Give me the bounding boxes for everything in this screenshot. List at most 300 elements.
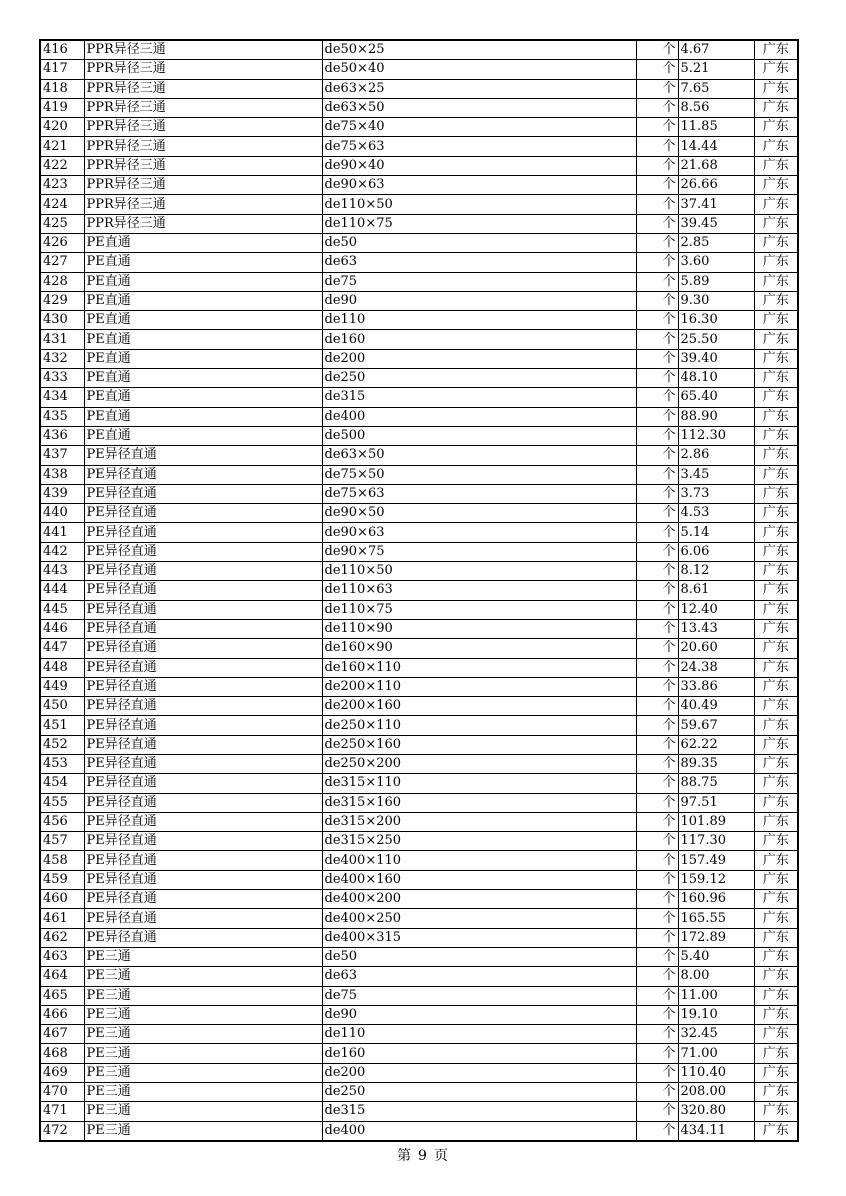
cell-index: 426 <box>40 233 84 252</box>
cell-spec: de75 <box>322 272 636 291</box>
cell-index: 436 <box>40 426 84 445</box>
cell-name: PE异径直通 <box>84 832 322 851</box>
cell-region: 广东 <box>754 967 798 986</box>
cell-price: 97.51 <box>678 793 754 812</box>
cell-unit: 个 <box>636 195 678 214</box>
cell-spec: de500 <box>322 426 636 445</box>
cell-spec: de315×160 <box>322 793 636 812</box>
cell-price: 3.45 <box>678 465 754 484</box>
cell-price: 21.68 <box>678 156 754 175</box>
cell-index: 449 <box>40 677 84 696</box>
cell-spec: de50×40 <box>322 60 636 79</box>
cell-region: 广东 <box>754 542 798 561</box>
cell-unit: 个 <box>636 330 678 349</box>
cell-name: PE异径直通 <box>84 542 322 561</box>
cell-spec: de110×75 <box>322 600 636 619</box>
cell-region: 广东 <box>754 793 798 812</box>
table-row <box>40 291 798 310</box>
page-prefix: 第 <box>397 1148 413 1164</box>
cell-index: 448 <box>40 658 84 677</box>
cell-spec: de160 <box>322 330 636 349</box>
cell-index: 463 <box>40 947 84 966</box>
cell-name: PE三通 <box>84 1005 322 1024</box>
cell-region: 广东 <box>754 369 798 388</box>
cell-index: 429 <box>40 291 84 310</box>
table-row <box>40 118 798 137</box>
cell-spec: de160×90 <box>322 639 636 658</box>
cell-price: 3.60 <box>678 253 754 272</box>
cell-unit: 个 <box>636 465 678 484</box>
cell-price: 11.00 <box>678 986 754 1005</box>
cell-price: 157.49 <box>678 851 754 870</box>
cell-region: 广东 <box>754 523 798 542</box>
cell-price: 12.40 <box>678 600 754 619</box>
cell-region: 广东 <box>754 137 798 156</box>
cell-price: 117.30 <box>678 832 754 851</box>
cell-unit: 个 <box>636 1063 678 1082</box>
cell-name: PE异径直通 <box>84 619 322 638</box>
cell-price: 9.30 <box>678 291 754 310</box>
cell-price: 11.85 <box>678 118 754 137</box>
cell-index: 435 <box>40 407 84 426</box>
cell-spec: de75×40 <box>322 118 636 137</box>
cell-name: PE异径直通 <box>84 504 322 523</box>
cell-unit: 个 <box>636 253 678 272</box>
cell-unit: 个 <box>636 98 678 117</box>
cell-name: PE异径直通 <box>84 716 322 735</box>
cell-region: 广东 <box>754 98 798 117</box>
cell-name: PPR异径三通 <box>84 176 322 195</box>
cell-spec: de315 <box>322 388 636 407</box>
cell-spec: de200 <box>322 349 636 368</box>
table-row <box>40 504 798 523</box>
cell-name: PPR异径三通 <box>84 98 322 117</box>
cell-name: PE三通 <box>84 1102 322 1121</box>
cell-region: 广东 <box>754 79 798 98</box>
cell-spec: de250 <box>322 369 636 388</box>
cell-price: 101.89 <box>678 812 754 831</box>
cell-spec: de200×110 <box>322 677 636 696</box>
cell-spec: de75×50 <box>322 465 636 484</box>
cell-index: 465 <box>40 986 84 1005</box>
cell-spec: de400 <box>322 407 636 426</box>
cell-spec: de315×250 <box>322 832 636 851</box>
cell-index: 467 <box>40 1025 84 1044</box>
table-row <box>40 349 798 368</box>
cell-price: 88.75 <box>678 774 754 793</box>
cell-spec: de400×200 <box>322 890 636 909</box>
cell-name: PE异径直通 <box>84 658 322 677</box>
table-row <box>40 581 798 600</box>
cell-index: 470 <box>40 1083 84 1102</box>
table-row <box>40 832 798 851</box>
cell-price: 5.40 <box>678 947 754 966</box>
table-body <box>40 40 798 1141</box>
cell-unit: 个 <box>636 639 678 658</box>
cell-unit: 个 <box>636 79 678 98</box>
table-row <box>40 98 798 117</box>
cell-index: 471 <box>40 1102 84 1121</box>
cell-spec: de63 <box>322 253 636 272</box>
cell-name: PE直通 <box>84 233 322 252</box>
cell-index: 450 <box>40 697 84 716</box>
cell-unit: 个 <box>636 812 678 831</box>
table-row <box>40 619 798 638</box>
table-row <box>40 870 798 889</box>
cell-region: 广东 <box>754 272 798 291</box>
table-row <box>40 658 798 677</box>
cell-price: 19.10 <box>678 1005 754 1024</box>
cell-spec: de250×110 <box>322 716 636 735</box>
cell-region: 广东 <box>754 1121 798 1141</box>
cell-price: 2.85 <box>678 233 754 252</box>
table-row <box>40 40 798 60</box>
cell-spec: de110 <box>322 311 636 330</box>
cell-unit: 个 <box>636 233 678 252</box>
cell-region: 广东 <box>754 851 798 870</box>
cell-spec: de63×50 <box>322 446 636 465</box>
cell-price: 39.45 <box>678 214 754 233</box>
cell-region: 广东 <box>754 1102 798 1121</box>
cell-spec: de200×160 <box>322 697 636 716</box>
price-table <box>39 39 799 1142</box>
cell-name: PE异径直通 <box>84 677 322 696</box>
cell-price: 39.40 <box>678 349 754 368</box>
cell-spec: de110×90 <box>322 619 636 638</box>
cell-price: 33.86 <box>678 677 754 696</box>
cell-index: 424 <box>40 195 84 214</box>
cell-region: 广东 <box>754 388 798 407</box>
page-suffix: 页 <box>433 1148 449 1164</box>
cell-price: 40.49 <box>678 697 754 716</box>
cell-name: PE直通 <box>84 426 322 445</box>
cell-unit: 个 <box>636 176 678 195</box>
table-row <box>40 1005 798 1024</box>
cell-index: 423 <box>40 176 84 195</box>
cell-index: 455 <box>40 793 84 812</box>
table-row <box>40 793 798 812</box>
cell-price: 7.65 <box>678 79 754 98</box>
cell-unit: 个 <box>636 1102 678 1121</box>
cell-region: 广东 <box>754 639 798 658</box>
cell-index: 469 <box>40 1063 84 1082</box>
cell-price: 8.56 <box>678 98 754 117</box>
cell-name: PE直通 <box>84 330 322 349</box>
cell-price: 4.53 <box>678 504 754 523</box>
page-number: 9 <box>418 1148 428 1164</box>
cell-index: 446 <box>40 619 84 638</box>
table-row <box>40 890 798 909</box>
cell-unit: 个 <box>636 504 678 523</box>
cell-unit: 个 <box>636 156 678 175</box>
cell-name: PPR异径三通 <box>84 137 322 156</box>
cell-region: 广东 <box>754 832 798 851</box>
cell-index: 434 <box>40 388 84 407</box>
cell-price: 208.00 <box>678 1083 754 1102</box>
cell-unit: 个 <box>636 600 678 619</box>
cell-unit: 个 <box>636 118 678 137</box>
cell-index: 432 <box>40 349 84 368</box>
cell-index: 472 <box>40 1121 84 1141</box>
table-row <box>40 465 798 484</box>
cell-name: PE异径直通 <box>84 562 322 581</box>
cell-region: 广东 <box>754 619 798 638</box>
cell-spec: de315×200 <box>322 812 636 831</box>
table-row <box>40 137 798 156</box>
cell-price: 20.60 <box>678 639 754 658</box>
cell-spec: de110×75 <box>322 214 636 233</box>
cell-unit: 个 <box>636 542 678 561</box>
table-row <box>40 542 798 561</box>
cell-unit: 个 <box>636 793 678 812</box>
cell-spec: de110×63 <box>322 581 636 600</box>
cell-region: 广东 <box>754 1025 798 1044</box>
cell-unit: 个 <box>636 774 678 793</box>
cell-name: PE异径直通 <box>84 928 322 947</box>
cell-unit: 个 <box>636 1005 678 1024</box>
cell-unit: 个 <box>636 832 678 851</box>
cell-index: 427 <box>40 253 84 272</box>
table-row <box>40 156 798 175</box>
cell-name: PE异径直通 <box>84 754 322 773</box>
cell-unit: 个 <box>636 60 678 79</box>
table-row <box>40 967 798 986</box>
cell-region: 广东 <box>754 407 798 426</box>
cell-spec: de90 <box>322 291 636 310</box>
cell-index: 459 <box>40 870 84 889</box>
table-row <box>40 909 798 928</box>
cell-unit: 个 <box>636 581 678 600</box>
table-row <box>40 947 798 966</box>
cell-spec: de315 <box>322 1102 636 1121</box>
cell-unit: 个 <box>636 677 678 696</box>
cell-spec: de250×200 <box>322 754 636 773</box>
cell-price: 5.14 <box>678 523 754 542</box>
cell-region: 广东 <box>754 40 798 60</box>
table-row <box>40 388 798 407</box>
cell-index: 452 <box>40 735 84 754</box>
cell-spec: de250 <box>322 1083 636 1102</box>
table-row <box>40 600 798 619</box>
cell-spec: de63×25 <box>322 79 636 98</box>
cell-name: PE异径直通 <box>84 484 322 503</box>
table-row <box>40 562 798 581</box>
cell-index: 461 <box>40 909 84 928</box>
table-row <box>40 426 798 445</box>
cell-spec: de50 <box>322 233 636 252</box>
cell-region: 广东 <box>754 465 798 484</box>
cell-unit: 个 <box>636 619 678 638</box>
cell-spec: de90×40 <box>322 156 636 175</box>
cell-spec: de315×110 <box>322 774 636 793</box>
table-row <box>40 1083 798 1102</box>
cell-unit: 个 <box>636 967 678 986</box>
cell-unit: 个 <box>636 928 678 947</box>
cell-spec: de400×160 <box>322 870 636 889</box>
table-row <box>40 697 798 716</box>
cell-unit: 个 <box>636 446 678 465</box>
table-row <box>40 812 798 831</box>
cell-spec: de400×315 <box>322 928 636 947</box>
cell-spec: de75×63 <box>322 484 636 503</box>
cell-price: 16.30 <box>678 311 754 330</box>
page-footer <box>0 1145 846 1165</box>
table-row <box>40 195 798 214</box>
cell-region: 广东 <box>754 311 798 330</box>
cell-name: PE三通 <box>84 1121 322 1141</box>
cell-name: PPR异径三通 <box>84 60 322 79</box>
cell-region: 广东 <box>754 291 798 310</box>
cell-price: 37.41 <box>678 195 754 214</box>
cell-unit: 个 <box>636 407 678 426</box>
cell-price: 25.50 <box>678 330 754 349</box>
cell-name: PE异径直通 <box>84 909 322 928</box>
cell-unit: 个 <box>636 735 678 754</box>
cell-region: 广东 <box>754 446 798 465</box>
cell-index: 444 <box>40 581 84 600</box>
cell-unit: 个 <box>636 272 678 291</box>
table-row <box>40 330 798 349</box>
cell-index: 418 <box>40 79 84 98</box>
cell-name: PE异径直通 <box>84 793 322 812</box>
cell-region: 广东 <box>754 156 798 175</box>
cell-region: 广东 <box>754 330 798 349</box>
cell-index: 425 <box>40 214 84 233</box>
cell-spec: de110×50 <box>322 195 636 214</box>
table-row <box>40 484 798 503</box>
cell-spec: de400×110 <box>322 851 636 870</box>
table-row <box>40 639 798 658</box>
table-row <box>40 446 798 465</box>
cell-price: 8.00 <box>678 967 754 986</box>
cell-unit: 个 <box>636 1044 678 1063</box>
cell-index: 451 <box>40 716 84 735</box>
cell-name: PPR异径三通 <box>84 156 322 175</box>
cell-price: 3.73 <box>678 484 754 503</box>
cell-region: 广东 <box>754 909 798 928</box>
cell-index: 443 <box>40 562 84 581</box>
cell-spec: de110×50 <box>322 562 636 581</box>
table-row <box>40 1121 798 1141</box>
cell-index: 421 <box>40 137 84 156</box>
cell-name: PE异径直通 <box>84 523 322 542</box>
cell-index: 422 <box>40 156 84 175</box>
cell-price: 62.22 <box>678 735 754 754</box>
cell-index: 419 <box>40 98 84 117</box>
cell-name: PE异径直通 <box>84 851 322 870</box>
cell-price: 14.44 <box>678 137 754 156</box>
cell-name: PE三通 <box>84 967 322 986</box>
cell-spec: de50 <box>322 947 636 966</box>
cell-spec: de200 <box>322 1063 636 1082</box>
cell-unit: 个 <box>636 484 678 503</box>
table-row <box>40 774 798 793</box>
cell-name: PPR异径三通 <box>84 195 322 214</box>
cell-price: 2.86 <box>678 446 754 465</box>
cell-unit: 个 <box>636 1025 678 1044</box>
table-row <box>40 1063 798 1082</box>
cell-name: PE三通 <box>84 1044 322 1063</box>
cell-name: PE直通 <box>84 407 322 426</box>
cell-price: 48.10 <box>678 369 754 388</box>
cell-index: 462 <box>40 928 84 947</box>
cell-unit: 个 <box>636 909 678 928</box>
cell-region: 广东 <box>754 658 798 677</box>
cell-price: 5.21 <box>678 60 754 79</box>
cell-name: PE直通 <box>84 272 322 291</box>
cell-index: 440 <box>40 504 84 523</box>
cell-region: 广东 <box>754 890 798 909</box>
cell-region: 广东 <box>754 581 798 600</box>
cell-region: 广东 <box>754 1063 798 1082</box>
cell-region: 广东 <box>754 176 798 195</box>
cell-region: 广东 <box>754 677 798 696</box>
cell-price: 24.38 <box>678 658 754 677</box>
cell-price: 32.45 <box>678 1025 754 1044</box>
cell-name: PE异径直通 <box>84 465 322 484</box>
table-row <box>40 272 798 291</box>
cell-name: PE异径直通 <box>84 812 322 831</box>
cell-price: 4.67 <box>678 40 754 60</box>
cell-name: PE直通 <box>84 311 322 330</box>
cell-price: 89.35 <box>678 754 754 773</box>
cell-unit: 个 <box>636 523 678 542</box>
cell-unit: 个 <box>636 1121 678 1141</box>
cell-name: PE异径直通 <box>84 735 322 754</box>
cell-price: 165.55 <box>678 909 754 928</box>
cell-name: PE直通 <box>84 369 322 388</box>
table-row <box>40 1025 798 1044</box>
cell-region: 广东 <box>754 716 798 735</box>
cell-index: 457 <box>40 832 84 851</box>
cell-name: PE异径直通 <box>84 639 322 658</box>
cell-name: PE异径直通 <box>84 870 322 889</box>
cell-region: 广东 <box>754 774 798 793</box>
cell-price: 112.30 <box>678 426 754 445</box>
cell-name: PPR异径三通 <box>84 79 322 98</box>
cell-spec: de400×250 <box>322 909 636 928</box>
table-row <box>40 176 798 195</box>
table-row <box>40 60 798 79</box>
table-row <box>40 986 798 1005</box>
cell-region: 广东 <box>754 60 798 79</box>
cell-region: 广东 <box>754 484 798 503</box>
cell-unit: 个 <box>636 349 678 368</box>
table-row <box>40 523 798 542</box>
cell-index: 439 <box>40 484 84 503</box>
cell-name: PPR异径三通 <box>84 214 322 233</box>
cell-unit: 个 <box>636 754 678 773</box>
cell-name: PPR异径三通 <box>84 40 322 60</box>
cell-index: 416 <box>40 40 84 60</box>
cell-index: 441 <box>40 523 84 542</box>
cell-region: 广东 <box>754 1005 798 1024</box>
cell-index: 460 <box>40 890 84 909</box>
cell-unit: 个 <box>636 426 678 445</box>
table-row <box>40 79 798 98</box>
cell-unit: 个 <box>636 697 678 716</box>
cell-index: 453 <box>40 754 84 773</box>
cell-price: 8.61 <box>678 581 754 600</box>
cell-name: PPR异径三通 <box>84 118 322 137</box>
table-row <box>40 754 798 773</box>
cell-price: 320.80 <box>678 1102 754 1121</box>
table-row <box>40 311 798 330</box>
table-row <box>40 233 798 252</box>
table-row <box>40 369 798 388</box>
cell-name: PE三通 <box>84 1083 322 1102</box>
cell-spec: de110 <box>322 1025 636 1044</box>
